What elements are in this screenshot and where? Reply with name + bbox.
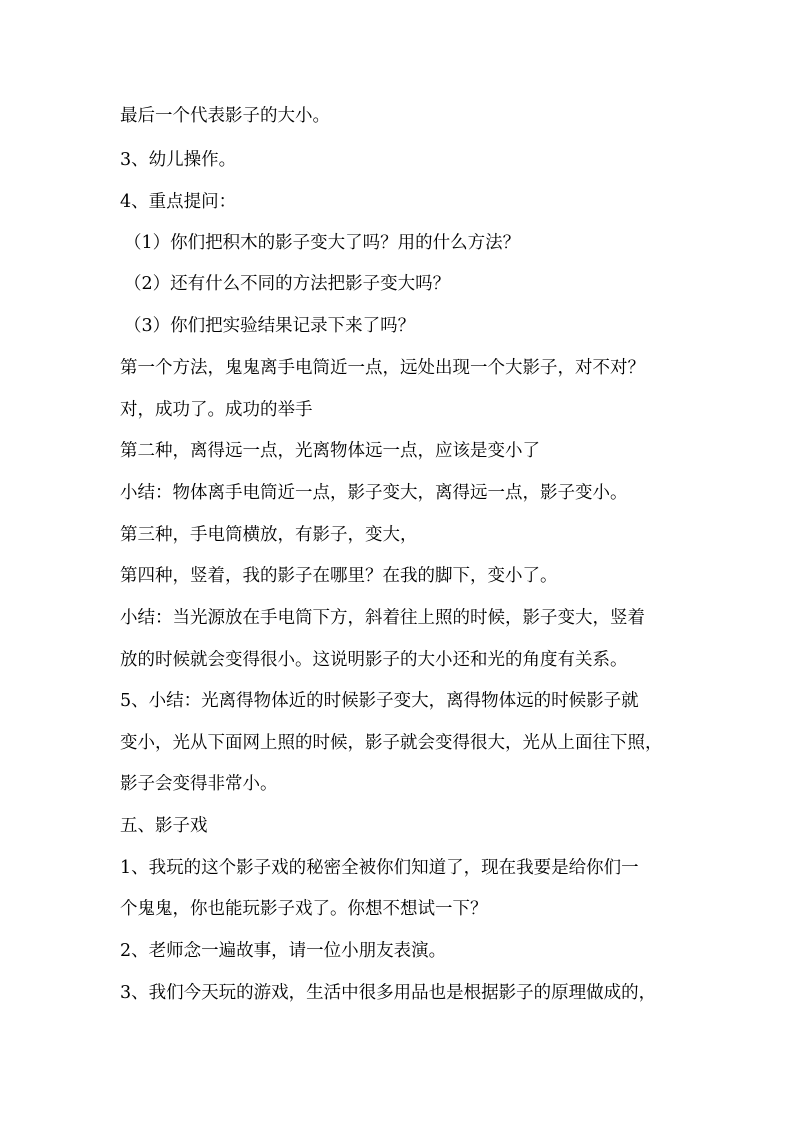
text-line: （2）还有什么不同的方法把影子变大吗？ <box>124 274 451 294</box>
text-line: 第二种，离得远一点，光离物体远一点，应该是变小了 <box>120 441 540 461</box>
text-line: （3）你们把实验结果记录下来了吗？ <box>124 316 416 336</box>
text-line: 影子会变得非常小。 <box>120 774 278 794</box>
text-line: 3、我们今天玩的游戏，生活中很多用品也是根据影子的原理做成的， <box>120 983 657 1003</box>
text-line: 5、小结：光离得物体近的时候影子变大，离得物体远的时候影子就 <box>120 691 639 711</box>
text-line: 第一个方法，鬼鬼离手电筒近一点，远处出现一个大影子，对不对？ <box>120 358 645 378</box>
text-line: 4、重点提问： <box>120 192 237 212</box>
text-line: 第四种，竖着，我的影子在哪里？在我的脚下，变小了。 <box>120 566 558 586</box>
text-line: 变小，光从下面网上照的时候，影子就会变得很大，光从上面往下照， <box>120 733 663 753</box>
text-line: 放的时候就会变得很小。这说明影子的大小还和光的角度有关系。 <box>120 650 628 670</box>
text-line: 1、我玩的这个影子戏的秘密全被你们知道了，现在我要是给你们一 <box>120 858 639 878</box>
text-line: 对，成功了。成功的举手 <box>120 400 313 420</box>
text-line: 个鬼鬼，你也能玩影子戏了。你想不想试一下？ <box>120 899 488 919</box>
section-heading: 五、影子戏 <box>120 816 208 836</box>
text-line: 最后一个代表影子的大小。 <box>120 106 330 126</box>
text-line: 小结：当光源放在手电筒下方，斜着往上照的时候，影子变大，竖着 <box>120 608 645 628</box>
text-line: 第三种，手电筒横放，有影子，变大， <box>120 525 418 545</box>
text-line: 小结：物体离手电筒近一点，影子变大，离得远一点，影子变小。 <box>120 483 628 503</box>
text-line: （1）你们把积木的影子变大了吗？用的什么方法？ <box>124 233 521 253</box>
text-line: 3、幼儿操作。 <box>120 150 237 170</box>
text-line: 2、老师念一遍故事，请一位小朋友表演。 <box>120 941 447 961</box>
